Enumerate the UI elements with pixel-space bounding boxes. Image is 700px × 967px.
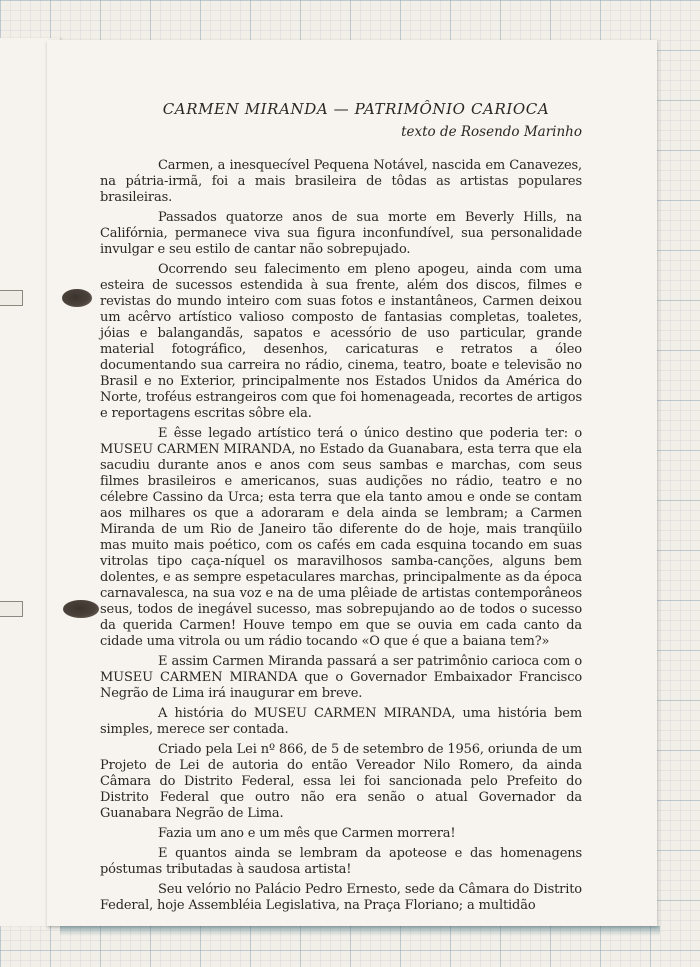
article-body [100,158,582,914]
paragraph: Fazia um ano e um mês que Carmen morrera! [158,826,456,841]
binder-tab [0,601,23,617]
punch-hole [63,600,99,618]
page-shadow [60,926,660,936]
paragraph: Passados quatorze anos de sua morte em Beverly Hills, na Califórnia, permanece viva sua figura inconfundível, sua personalidade invulgar e seu estilo de cantar não sobrepujado. [100,210,582,257]
paragraph: E quantos ainda se lembram da apoteose e das homenagens póstumas tributadas à saudosa artista! [100,846,582,877]
article-title: CARMEN MIRANDA — PATRIMÔNIO CARIOCA [162,100,550,118]
paragraph: Carmen, a inesquecível Pequena Notável, nascida em Canavezes, na pátria-irmã, foi a mais brasileira de tôdas as artistas populares brasileiras. [100,158,582,205]
binder-tab [0,290,23,306]
article [100,100,582,918]
paragraph: Ocorrendo seu falecimento em pleno apogeu, ainda com uma esteira de sucessos estendida à sua frente, além dos discos, filmes e revistas do mundo inteiro com suas fotos e instantâneos, Carmen deixou um acêrvo artístico valioso composto de fantasias completas, toaletes, jóias e balangandãs, sapatos e acessório de uso particular, grande material fotográfico, desenhos, caricaturas e retratos a óleo documentando sua carreira no rádio, cinema, teatro, boate e televisão no Brasil e no Exterior, principalmente nos Estados Unidos da América do Norte, troféus estrangeiros com que foi homenageada, recortes de artigos e reportagens escritas sôbre ela. [100,262,582,421]
paragraph: Seu velório no Palácio Pedro Ernesto, sede da Câmara do Distrito Federal, hoje Assembléia Legislativa, na Praça Floriano; a multidão [100,882,582,913]
punch-hole [62,289,92,307]
paragraph: Criado pela Lei nº 866, de 5 de setembro de 1956, oriunda de um Projeto de Lei de autoria do então Vereador Nilo Romero, da ainda Câmara do Distrito Federal, essa lei foi sancionada pelo Prefeito do Distrito Federal que outro não era senão o atual Governador da Guanabara Negrão de Lima. [100,742,582,821]
paragraph: E êsse legado artístico terá o único destino que poderia ter: o MUSEU CARMEN MIRANDA, no Estado da Guanabara, esta terra que ela sacudiu durante anos e anos com seus sambas e marchas, com seus filmes brasileiros e americanos, suas audições no rádio, teatro e no célebre Cassino da Urca; esta terra que ela tanto amou e onde se contam aos milhares os que a adoraram e dela ainda se lembram; a Carmen Miranda de um Rio de Janeiro tão diferente do de hoje, mais tranqüilo mas muito mais poético, com os cafés em cada esquina tocando em suas vitrolas tipo caça-níquel os maravilhosos samba-canções, alguns bem dolentes, e as sempre espetaculares marchas, principalmente as da época carnavalesca, na sua voz e na de uma plêiade de artistas contemporâneos seus, todos de inegável sucesso, mas sobrepujando ao de todos o sucesso da querida Carmen! Houve tempo em que se ouvia em cada canto da cidade uma vitrola ou um rádio tocando «O que é que a baiana tem?» [100,426,582,649]
paragraph: A história do MUSEU CARMEN MIRANDA, uma história bem simples, merece ser contada. [100,706,582,737]
article-byline: texto de Rosendo Marinho [401,124,582,140]
paragraph: E assim Carmen Miranda passará a ser patrimônio carioca com o MUSEU CARMEN MIRANDA que o Governador Embaixador Francisco Negrão de Lima irá inaugurar em breve. [100,654,582,701]
